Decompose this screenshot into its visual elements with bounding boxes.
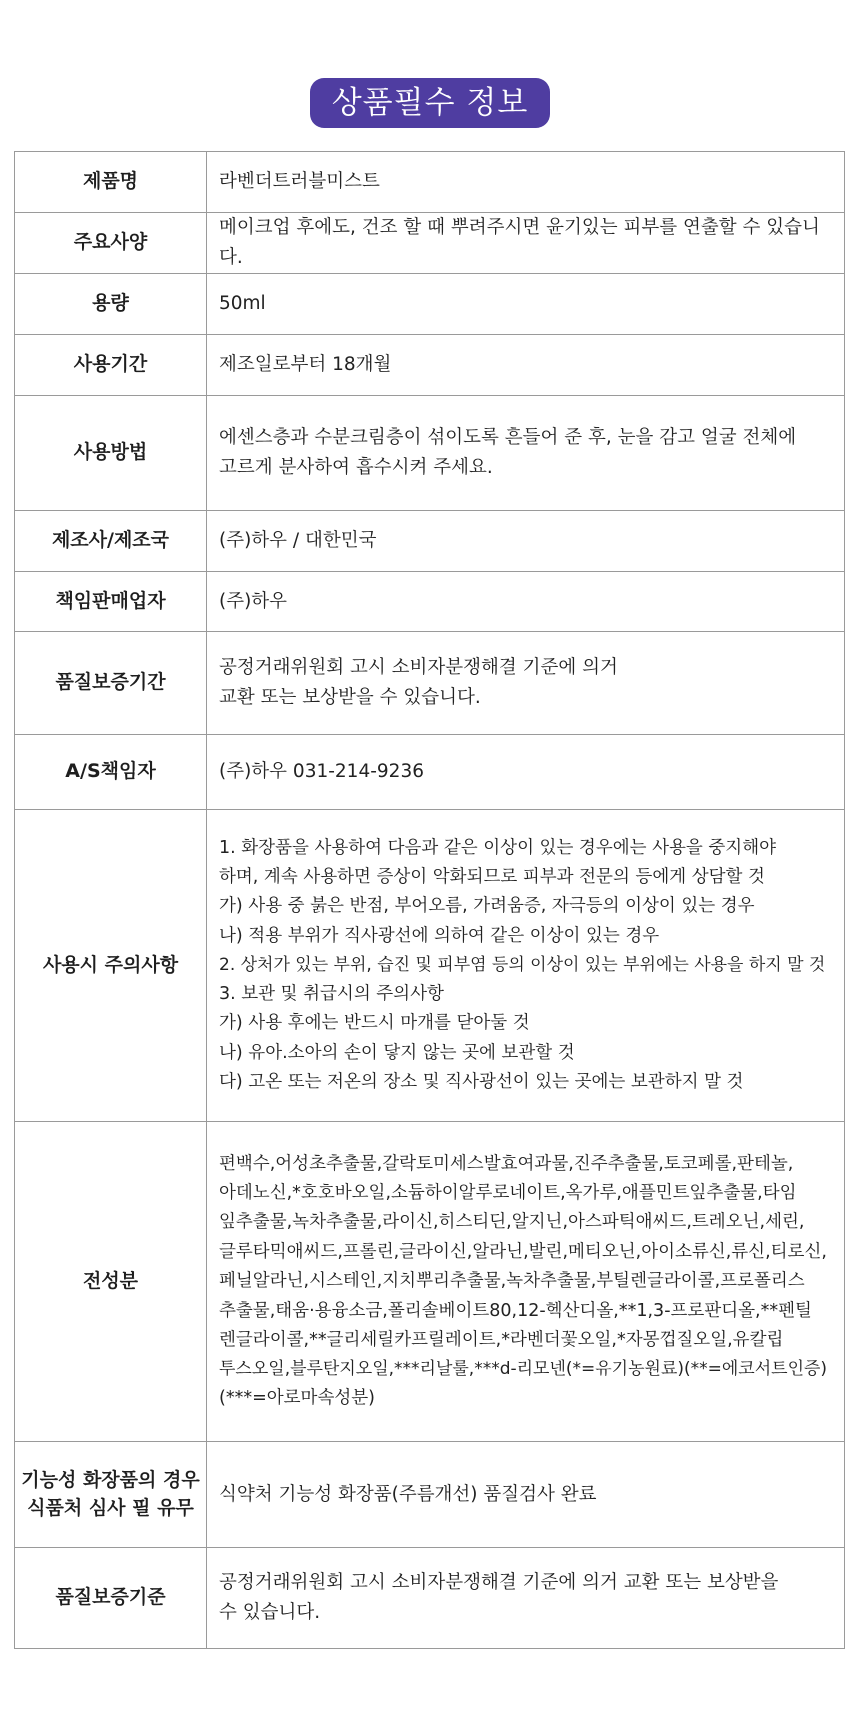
- label-line: 기능성 화장품의 경우: [21, 1468, 200, 1491]
- value-line: 글루타믹애씨드,프롤린,글라이신,알라닌,발린,메티오닌,아이소류신,류신,티로신,: [219, 1241, 827, 1262]
- row-label: 책임판매업자: [15, 572, 207, 632]
- value-line: 고르게 분사하여 흡수시켜 주세요.: [219, 457, 493, 478]
- value-line: 1. 화장품을 사용하여 다음과 같은 이상이 있는 경우에는 사용을 중지해야: [219, 837, 777, 858]
- row-value: [207, 1122, 845, 1442]
- value-line: 가) 사용 후에는 반드시 마개를 닫아둘 것: [219, 1013, 530, 1034]
- page-title: 상품필수 정보: [310, 78, 551, 128]
- value-line: 다) 고온 또는 저온의 장소 및 직사광선이 있는 곳에는 보관하지 말 것: [219, 1071, 744, 1092]
- row-value: 식약처 기능성 화장품(주름개선) 품질검사 완료: [207, 1442, 845, 1548]
- value-line: 나) 적용 부위가 직사광선에 의하여 같은 이상이 있는 경우: [219, 925, 660, 946]
- table-row: [15, 335, 845, 396]
- table-row: [15, 1442, 845, 1548]
- table-row: [15, 572, 845, 632]
- row-value: (주)하우 031-214-9236: [207, 735, 845, 810]
- value-line: 페닐알라닌,시스테인,지치뿌리추출물,녹차추출물,부틸렌글라이콜,프로폴리스: [219, 1271, 805, 1292]
- row-label: A/S책임자: [15, 735, 207, 810]
- table-row: [15, 396, 845, 511]
- value-line: 나) 유아.소아의 손이 닿지 않는 곳에 보관할 것: [219, 1042, 575, 1063]
- value-line: 수 있습니다.: [219, 1602, 321, 1623]
- row-value: [207, 396, 845, 511]
- value-line: 2. 상처가 있는 부위, 습진 및 피부염 등의 이상이 있는 부위에는 사용을 하지 말 것: [219, 955, 826, 976]
- table-row: [15, 632, 845, 735]
- value-line: 투스오일,블루탄지오일,***리날룰,***d-리모넨(*=유기농원료)(**=에코서트인증): [219, 1359, 828, 1380]
- value-line: 렌글라이콜,**글리세릴카프릴레이트,*라벤더꽃오일,*자몽껍질오일,유칼립: [219, 1330, 784, 1350]
- row-value: 50ml: [207, 274, 845, 335]
- row-label: 품질보증기간: [15, 632, 207, 735]
- label-line: 식품처 심사 필 유무: [27, 1496, 194, 1519]
- value-line: 교환 또는 보상받을 수 있습니다.: [219, 687, 481, 708]
- row-label: 사용시 주의사항: [15, 810, 207, 1122]
- table-row: [15, 152, 845, 213]
- row-value: (주)하우 / 대한민국: [207, 511, 845, 572]
- row-label: 주요사양: [15, 213, 207, 274]
- title-container: [0, 78, 860, 128]
- value-line: 가) 사용 중 붉은 반점, 부어오름, 가려움증, 자극등의 이상이 있는 경우: [219, 896, 755, 917]
- row-label: 제조사/제조국: [15, 511, 207, 572]
- value-line: 공정거래위원회 고시 소비자분쟁해결 기준에 의거 교환 또는 보상받을: [219, 1572, 779, 1594]
- row-label: 제품명: [15, 152, 207, 213]
- table-row: [15, 810, 845, 1122]
- table-row: [15, 1122, 845, 1442]
- value-line: (***=아로마속성분): [219, 1387, 375, 1408]
- table-row: [15, 1548, 845, 1649]
- row-label: 사용방법: [15, 396, 207, 511]
- row-value: [207, 1548, 845, 1649]
- row-value: [207, 810, 845, 1122]
- value-line: 하며, 계속 사용하면 증상이 악화되므로 피부과 전문의 등에게 상담할 것: [219, 867, 765, 888]
- row-label: [15, 1442, 207, 1548]
- row-value: 라벤더트러블미스트: [207, 152, 845, 213]
- row-label: 전성분: [15, 1122, 207, 1442]
- row-label: 용량: [15, 274, 207, 335]
- table-row: [15, 511, 845, 572]
- table-row: [15, 735, 845, 810]
- value-line: 아데노신,*호호바오일,소듐하이알루로네이트,옥가루,애플민트잎추출물,타임: [219, 1183, 797, 1204]
- row-value: (주)하우: [207, 572, 845, 632]
- row-label: 사용기간: [15, 335, 207, 396]
- product-info-table: [14, 151, 845, 1649]
- row-value: 메이크업 후에도, 건조 할 때 뿌려주시면 윤기있는 피부를 연출할 수 있습니다.: [207, 213, 845, 274]
- value-line: 공정거래위원회 고시 소비자분쟁해결 기준에 의거: [219, 657, 618, 679]
- value-line: 추출물,태움·용융소금,폴리솔베이트80,12-헥산디올,**1,3-프로판디올,**펜틸: [219, 1300, 812, 1321]
- value-line: 편백수,어성초추출물,갈락토미세스발효여과물,진주추출물,토코페롤,판테놀,: [219, 1153, 794, 1174]
- row-value: 제조일로부터 18개월: [207, 335, 845, 396]
- value-line: 에센스층과 수분크림층이 섞이도록 흔들어 준 후, 눈을 감고 얼굴 전체에: [219, 427, 797, 449]
- row-label: 품질보증기준: [15, 1548, 207, 1649]
- row-value: [207, 632, 845, 735]
- value-line: 잎추출물,녹차추출물,라이신,히스티딘,알지닌,아스파틱애씨드,트레오닌,세린,: [219, 1212, 805, 1233]
- value-line: 3. 보관 및 취급시의 주의사항: [219, 983, 444, 1004]
- table-row: [15, 213, 845, 274]
- table-row: [15, 274, 845, 335]
